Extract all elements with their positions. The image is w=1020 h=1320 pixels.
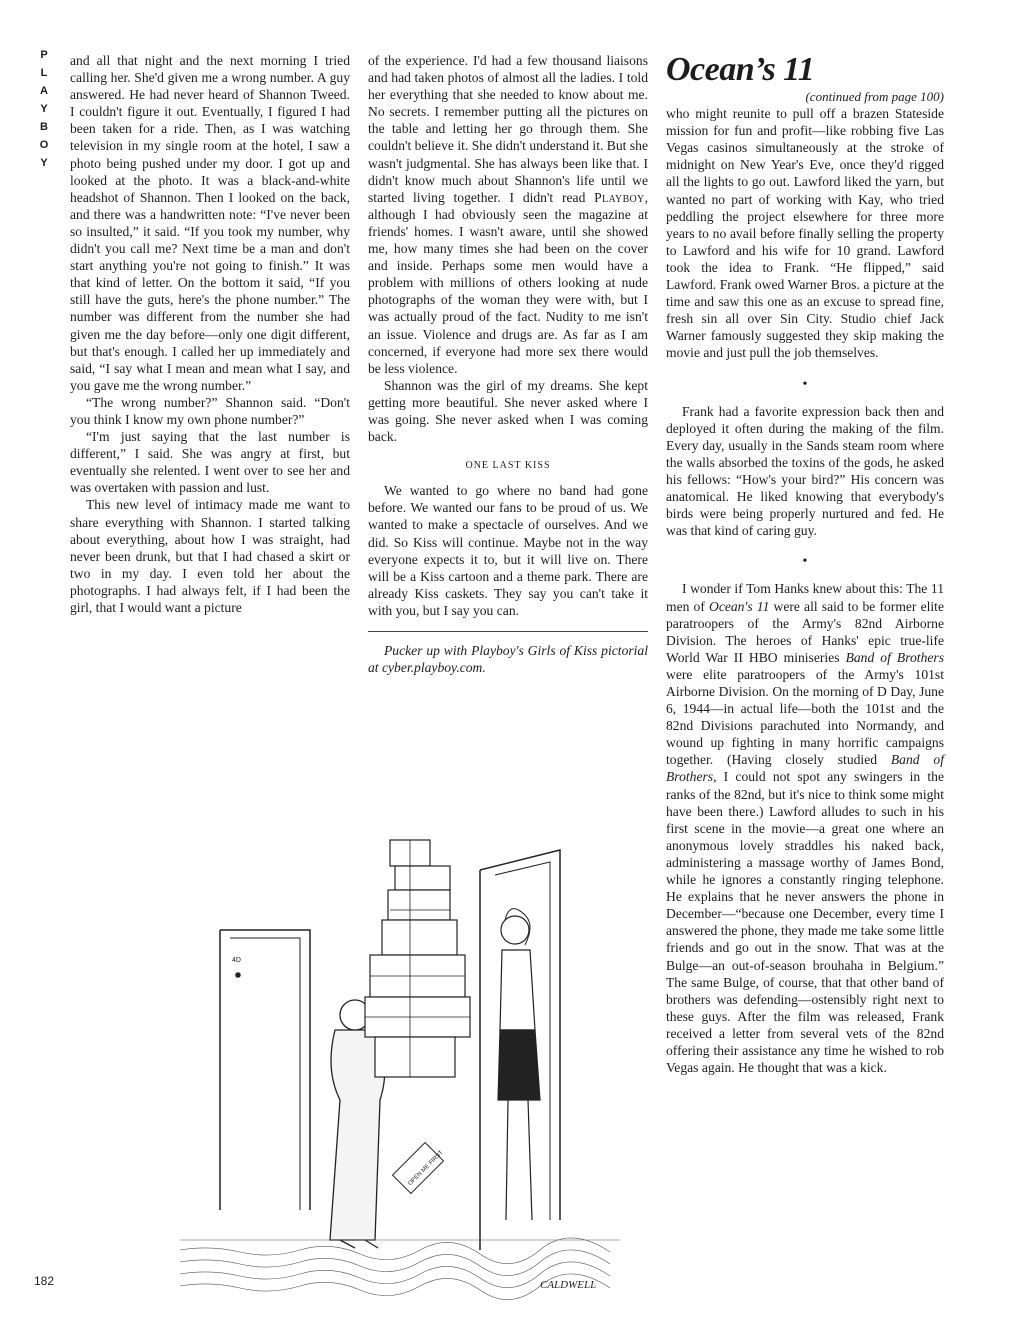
cartoon-illustration xyxy=(150,780,650,1300)
divider xyxy=(368,631,648,632)
runner-letter: O xyxy=(39,139,49,151)
runner-letter: B xyxy=(40,121,48,133)
magazine-name: Playboy xyxy=(594,189,645,205)
paragraph: Frank had a favorite expression back then and deployed it often during the making of the film. Every day, usually in the Sands steam room where the walls absorbed the toxins of the gods, he asked his fellows: “How's your bird?” His concern was anatomical. He liked knowing that everybody's birds were being properly nurtured and fed. He was that kind of caring guy. xyxy=(666,403,944,539)
runner-letter: L xyxy=(40,67,48,79)
door-number: 4D xyxy=(232,957,241,964)
runner-letter: A xyxy=(40,85,48,97)
series-title: Band of Brothers xyxy=(666,752,944,785)
column-left xyxy=(70,52,350,772)
paragraph: who might reunite to pull off a brazen Stateside mission for fun and profit—like robbing five Las Vegas casinos simultaneously at the stroke of midnight on New Year's Eve, once they'd rigged all the lights to go out. Lawford liked the yarn, but wanted no part of working with Kay, who tried peddling the project elsewhere for three more years to no avail before finally selling the property to Lawford and his wife for 10 grand. Lawford took the idea to Frank. “He flipped,” said Lawford. Frank owed Warner Bros. a picture at the time and saw this one as an excuse to spread fine, fresh sin all over Sin City. Studio chief Jack Warner famously suggested they skip making the movie and just pull the job themselves. xyxy=(666,106,944,361)
left-door xyxy=(220,930,310,1210)
text-run: were all said to be former elite paratroopers of the Army's 82nd Airborne Division. The heroes of Hanks' epic true-life World War II HBO miniseries xyxy=(666,598,944,665)
text-run: I wonder if Tom Hanks knew about this: The 11 men of xyxy=(666,581,944,614)
pictorial-credit: Pucker up with Playboy's Girls of Kiss pictorial at cyber.playboy.com. xyxy=(368,643,648,676)
article-title: Ocean’s 11 xyxy=(666,51,815,88)
running-header xyxy=(34,46,54,172)
paragraph: We wanted to go where no band had gone before. We wanted our fans to be proud of us. We wanted to make a spectacle of ourselves. And we did. So Kiss will continue. Maybe not in the way everyone expects it to, but it will live on. There will be a Kiss cartoon and a theme park. There are already Kiss caskets. They say you can't take it with you, but I say you can. xyxy=(368,483,648,618)
paragraph xyxy=(666,580,944,1076)
page-number: 182 xyxy=(34,1274,55,1288)
continued-line: (continued from page 100) xyxy=(805,89,944,104)
artist-signature: CALDWELL xyxy=(540,1279,597,1291)
runner-letter: Y xyxy=(40,157,48,169)
woman-figure xyxy=(498,909,540,1220)
text-run: were elite paratroopers of the Army's 101st Airborne Division. On the morning of D Day, June 6, 1944—in actual life—both the 101st and the 82nd Divisions parachuted into Normandy, and wound up fighting in many horrific campaigns together. (Having closely studied xyxy=(666,666,944,768)
gift-tag xyxy=(393,1143,444,1194)
paragraph xyxy=(368,52,648,377)
film-title: Ocean's 11 xyxy=(709,598,770,614)
stacked-gifts-icon xyxy=(365,840,470,1077)
section-bullet: • xyxy=(802,376,808,392)
text-run: , although I had obviously seen the magazine at friends' homes. I wasn't aware, until she showed me, how many times she had been on the cover and inside. Perhaps some men would have a problem with millions of others looking at nude photographs of the woman they were with, but I was actually proud of the fact. Nudity to me isn't an issue. Violence and drugs are. As far as I am concerned, if everyone had more sex there would be less violence. xyxy=(368,189,648,376)
paragraph: Shannon was the girl of my dreams. She kept getting more beautiful. She never asked where I was going. She never asked when I was coming back. xyxy=(368,377,648,445)
paragraph: “The wrong number?” Shannon said. “Don't you think I know my own phone number?” xyxy=(70,394,350,427)
section-bullet: • xyxy=(802,554,808,570)
column-right xyxy=(666,52,944,1302)
runner-letter: P xyxy=(40,49,48,61)
text-run: of the experience. I'd had a few thousand liaisons and had taken photos of almost all the ladies. I told her everything that she needed to know about me. No secrets. I remember putting all the pictures on the table and letting her go through them. She couldn't believe it. She didn't understand it. But she wasn't judgmental. She has always been like that. I didn't know much about Shannon's life until we started living together. I didn't read xyxy=(368,53,648,205)
paragraph: “I'm just saying that the last number is different,” I said. She was angry at first, but eventually she relented. I went over to see her and was overtaken with passion and lust. xyxy=(70,429,350,496)
section-subhead: ONE LAST KISS xyxy=(465,460,551,472)
paragraph: and all that night and the next morning I tried calling her. She'd given me a wrong number. A guy answered. He had never heard of Shannon Tweed. I couldn't figure it out. Eventually, I figured I had been taken for a ride. Then, as I was watching television in my single room at the hotel, I saw a photo being pushed under my door. I got up and looked at the photo. It was a black-and-white headshot of Shannon. Then I looked on the back, and there was a handwritten note: “I've never been so insulted,” it said. “If you took my number, why didn't you call me? Next time be a man and don't start anything you're not going to finish.” It was that kind of letter. On the bottom it said, “If you still have the guts, here's the phone number.” The number was different from the number she had given me the day before—only one digit different, but that's enough. I called her up immediately and said, “I say what I mean and mean what I say, and you gave me the wrong number.” xyxy=(70,53,350,393)
paragraph: This new level of intimacy made me want to share everything with Shannon. I started talking about everything, about how I was straight, had never been drunk, but that I had chased a skirt or two in my day. I even told her about the photographs. I had always felt, if I had been the girl, that I would want a picture xyxy=(70,497,350,615)
series-title: Band of Brothers xyxy=(845,649,944,665)
runner-letter: Y xyxy=(40,103,48,115)
text-run: , I could not spot any swingers in the ranks of the 82nd, but it's nice to think some might have been there.) Lawford alludes to such in his first scene in the movie—a great one where an anonymous lovely straddles his naked back, administering a massage worthy of James Bond, while he ignores a constantly ringing telephone. He explains that he never answers the phone in December—“because one December, every time I answered the phone, they made me take some little friends and go out in the snow. That was at the Bulge—an out-of-season brouhaha in Belgium.” The same Bulge, of course, that that other band of brothers was defending—ostensibly right next to these guys. After the film was released, Frank received a letter from several vets of the 82nd offering their assistance any time he wished to rob Vegas again. He thought that was a kick. xyxy=(666,769,944,1076)
tag-text: OPEN ME FIRST xyxy=(407,1149,445,1188)
column-middle xyxy=(368,52,648,676)
